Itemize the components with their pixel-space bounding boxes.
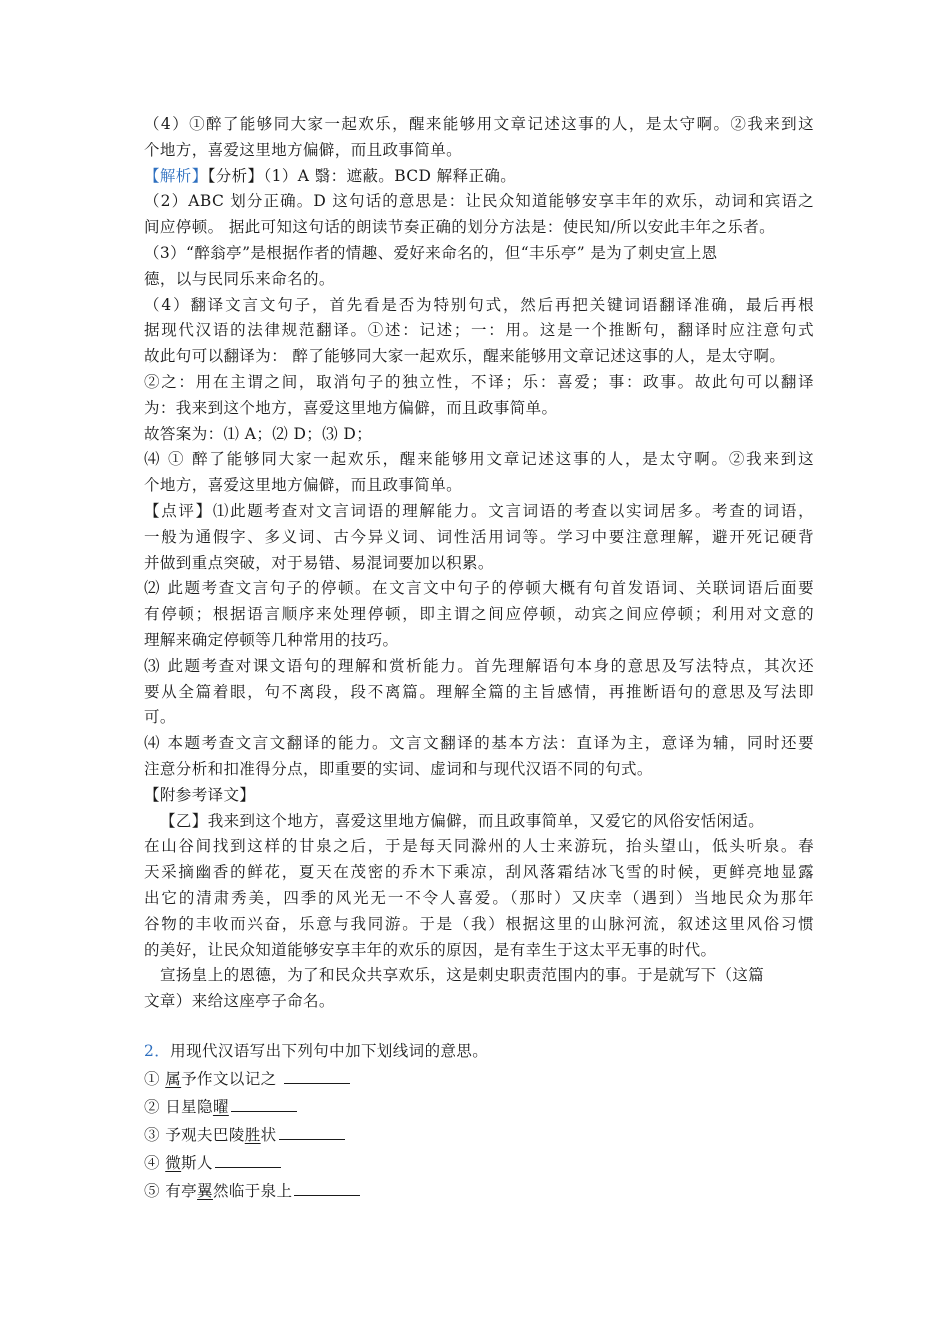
answer-line: 间应停顿。 据此可知这句话的朗读节奏正确的划分方法是：使民知/所以安此丰年之乐者。 [144,218,776,237]
item-text-after: 状 [260,1125,277,1144]
item-marker: ④ [144,1153,160,1172]
section-gap [144,1015,814,1037]
answer-blank[interactable] [215,1149,281,1168]
answer-line: ⑷ ① 醉了能够同大家一起欢乐，醒来能够用文章记述这事的人，是太守啊。②我来到这 [144,450,814,469]
answer-line: ②之：用在主谓之间，取消句子的独立性，不译；乐：喜爱；事：政事。故此句可以翻译 [144,372,814,391]
translation-line: 【乙】我来到这个地方，喜爱这里地方偏僻，而且政事简单，又爱它的风俗安恬闲适。 [160,811,765,830]
answer-line: （4）翻译文言文句子，首先看是否为特别句式，然后再把关键词语翻译准确，最后再根 [144,295,814,314]
answer-line: 据现代汉语的法律规范翻译。①述：记述；一：用。这是一个推断句，翻译时应注意句式 [144,321,814,340]
item-marker: ② [144,1097,160,1116]
question-2-prompt-line [144,1037,814,1065]
question-item [144,1065,814,1093]
answer-blank[interactable] [294,1177,360,1196]
question-2 [144,1037,814,1205]
item-text-before: 予观夫巴陵 [165,1125,245,1144]
answer-blank[interactable] [231,1093,297,1112]
answer-line: （3）“醉翁亭”是根据作者的情趣、爱好来命名的，但“丰乐亭” 是为了刺史宣上恩 [144,243,718,262]
question-item [144,1093,814,1121]
analysis-text: 【分析】（1）A 翳：遮蔽。BCD 解释正确。 [207,166,517,185]
question-item [144,1149,814,1177]
item-text-before: 有亭 [165,1181,198,1200]
comment-line: 注意分析和扣准得分点，即重要的实词、虚词和与现代汉语不同的句式。 [144,759,653,778]
comment-line: 并做到重点突破，对于易错、易混词要加以积累。 [144,553,494,572]
comment-line: 要从全篇着眼，句不离段，段不离篇。理解全篇的主旨感情，再推断语句的意思及写法即 [144,682,814,701]
answer-blank[interactable] [284,1065,350,1084]
underlined-word: 翼 [197,1181,213,1200]
comment-line: 【点评】⑴此题考查对文言词语的理解能力。文言词语的考查以实词居多。考查的词语， [144,501,814,520]
translation-line: 文章）来给这座亭子命名。 [144,992,335,1011]
translation-line: 在山谷间找到这样的甘泉之后，于是每天同滁州的人士来游玩，抬头望山，低头听泉。春 [144,837,814,856]
comment-line: ⑵ 此题考查文言句子的停顿。在文言文中句子的停顿大概有句首发语词、关联词语后面要 [144,579,814,598]
question-item [144,1121,814,1149]
translation-line: 的美好，让民众知道能够安享丰年的欢乐的原因，是有幸生于这太平无事的时代。 [144,940,717,959]
answer-analysis-block [144,112,814,1205]
question-number: 2． [144,1041,171,1060]
item-marker: ⑤ [144,1181,160,1200]
comment-line: 可。 [144,708,176,727]
answer-line: （4）①醉了能够同大家一起欢乐，醒来能够用文章记述这事的人，是太守啊。②我来到这 [144,115,814,133]
translation-heading: 【附参考译文】 [144,785,256,804]
item-marker: ① [144,1069,160,1088]
comment-line: 有停顿；根据语言顺序来处理停顿，即主谓之间应停顿，动宾之间应停顿；利用对文意的 [144,605,814,624]
answer-blank[interactable] [279,1121,345,1140]
comment-line: ⑷ 本题考查文言文翻译的能力。文言文翻译的基本方法：直译为主，意译为辅，同时还要 [144,734,814,753]
answer-line: 个地方，喜爱这里地方偏僻，而且政事简单。 [144,140,463,159]
item-text-after: 然临于泉上 [212,1181,293,1200]
analysis-heading-line [144,164,814,190]
comment-line: 一般为通假字、多义词、古今异义词、词性活用词等。学习中要注意理解，避开死记硬背 [144,527,814,546]
translation-line: 出它的清肃秀美，四季的风光无一不令人喜爱。（那时）又庆幸（遇到）当地民众为那年 [144,888,814,907]
question-prompt: 用现代汉语写出下列句中加下划线词的意思。 [170,1041,489,1060]
item-text-before: 日星隐 [165,1097,213,1116]
underlined-word: 胜 [244,1125,261,1144]
answer-summary: 故答案为：⑴ A；⑵ D；⑶ D； [144,424,373,443]
translation-line: 谷物的丰收而兴奋，乐意与我同游。于是（我）根据这里的山脉河流，叙述这里风俗习惯 [144,914,814,933]
answer-line: （2）ABC 划分正确。D 这句话的意思是：让民众知道能够安享丰年的欢乐，动词和宾语之 [144,192,814,211]
underlined-word: 微 [165,1153,182,1172]
question-item [144,1177,814,1205]
underlined-word: 属 [165,1069,182,1088]
comment-line: 理解来确定停顿等几种常用的技巧。 [144,630,399,649]
item-text-after: 予作文以记之 [181,1069,282,1088]
translation-line: 天采摘幽香的鲜花，夏天在茂密的乔木下乘凉，刮风落霜结冰飞雪的时候，更鲜亮地显露 [144,863,814,882]
jiexi-label: 【解析】 [144,166,208,185]
underlined-word: 曜 [212,1097,229,1116]
answer-line: 德，以与民同乐来命名的。 [144,269,335,288]
answer-line: 个地方，喜爱这里地方偏僻，而且政事简单。 [144,476,463,495]
item-text-after: 斯人 [181,1153,213,1172]
translation-line: 宣扬皇上的恩德，为了和民众共享欢乐，这是刺史职责范围内的事。于是就写下（这篇 [160,966,765,985]
answer-line: 故此句可以翻译为： 醉了能够同大家一起欢乐，醒来能够用文章记述这事的人，是太守啊。 [144,347,786,366]
item-marker: ③ [144,1125,160,1144]
comment-line: ⑶ 此题考查对课文语句的理解和赏析能力。首先理解语句本身的意思及写法特点，其次还 [144,656,814,675]
answer-line: 为：我来到这个地方，喜爱这里地方偏僻，而且政事简单。 [144,398,558,417]
